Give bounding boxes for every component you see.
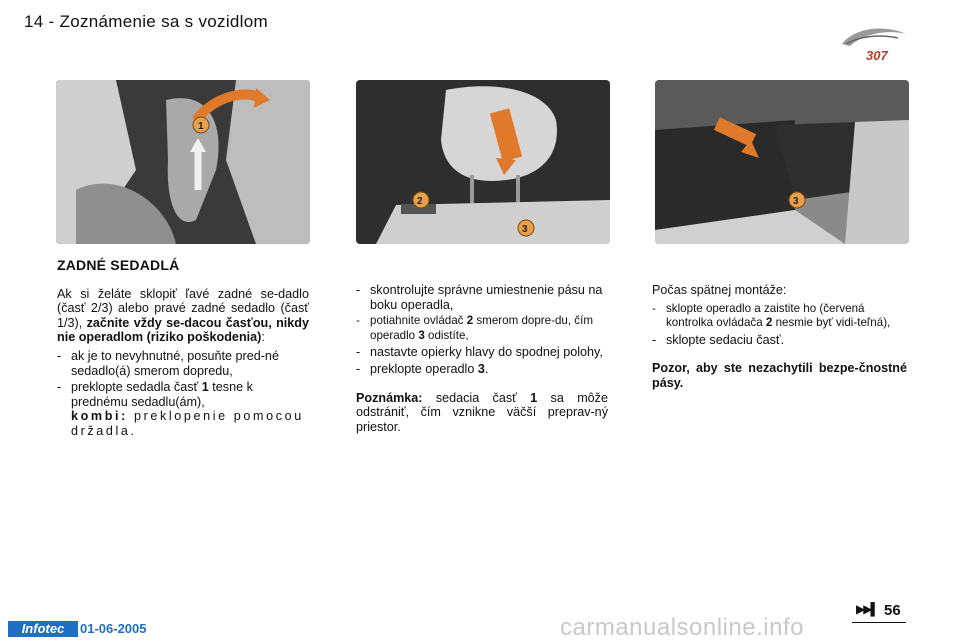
list-item: - ak je to nevyhnutné, posuňte pred-né sedadlo(á) smerom dopredu, — [57, 349, 309, 378]
steps-list — [57, 349, 309, 439]
reassembly-heading: Počas spätnej montáže: — [652, 283, 787, 297]
next-page-icon: ▶▶▌ — [856, 602, 877, 616]
list-item: - sklopte sedaciu časť. — [652, 333, 907, 348]
steps-list — [652, 302, 907, 348]
list-item: - preklopte operadlo 3. — [356, 362, 608, 377]
section-title: ZADNÉ SEDADLÁ — [57, 257, 180, 273]
photo-seat-cushion — [56, 80, 310, 244]
note-paragraph: Poznámka: sedacia časť 1 sa môže odstrániť, čím vznikne väčší preprav-ný priestor. — [356, 390, 608, 434]
list-item: - nastavte opierky hlavy do spodnej polohy, — [356, 345, 608, 360]
photo-folded-backrest — [655, 80, 909, 244]
list-item: - potiahnite ovládač 2 smerom dopre-du, čím operadlo 3 odistíte, — [356, 314, 608, 343]
steps-list — [356, 283, 608, 377]
infotec-badge: Infotec — [8, 621, 78, 637]
column-reassembly — [652, 283, 907, 391]
list-item: - preklopte sedadla časť 1 tesne k prednému sedadlu(ám), kombi: preklopenie pomocou držadla. — [57, 380, 309, 438]
intro-paragraph: Ak si želáte sklopiť ľavé zadné se-dadlo (časť 2/3) alebo pravé zadné sedadlo (časť 1/3), začnite vždy se-dacou časťou, nikdy nie operadlom (riziko poškodenia): — [57, 286, 309, 345]
photo2-label-2: 2 — [417, 196, 423, 207]
page-title: 14 - Zoznámenie sa s vozidlom — [24, 12, 268, 31]
list-item: - sklopte operadlo a zaistite ho (červená kontrolka ovládača 2 nesmie byť vidi-teľná), — [652, 302, 907, 331]
page-number: 56 — [884, 602, 901, 619]
watermark: carmanualsonline.info — [560, 614, 804, 641]
photo-headrest-lever — [356, 80, 610, 244]
list-item: - skontrolujte správne umiestnenie pásu na boku operadla, — [356, 283, 608, 312]
column-backrest-steps — [356, 283, 608, 434]
photo2-label-3: 3 — [522, 224, 528, 235]
edition-date: 01-06-2005 — [80, 621, 147, 636]
photo3-label-3: 3 — [793, 196, 799, 207]
logo-text: 307 — [866, 48, 888, 63]
column-rear-seats — [57, 258, 309, 441]
footer-divider — [852, 622, 906, 623]
peugeot-307-logo — [836, 20, 912, 66]
photo1-label-1: 1 — [198, 121, 204, 132]
warning-text: Pozor, aby ste nezachytili bezpe-čnostné pásy. — [652, 361, 907, 390]
